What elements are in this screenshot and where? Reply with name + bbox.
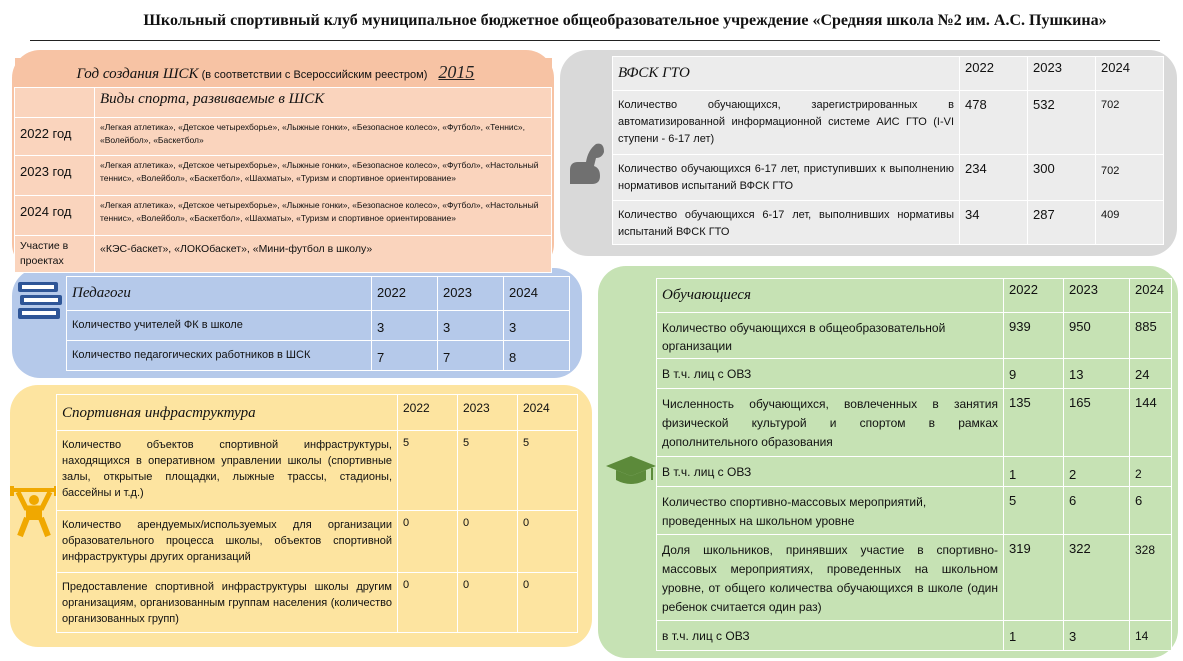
year-label: 2023 год [15,156,95,196]
cell-value: 165 [1064,389,1130,457]
table-row [15,118,552,156]
row-label: Доля школьников, принявших участие в спортивно-массовых мероприятиях, проведенных на школьном уровне, от общего количества обучающихся в школе (один ребенок считается один раз) [657,535,1004,621]
cell-value: 300 [1028,155,1096,201]
year-header: 2024 [1096,57,1164,91]
cell-value: 5 [1004,487,1064,535]
cell-value: 0 [458,511,518,573]
table-row [15,236,552,273]
cell-value: 234 [960,155,1028,201]
founded-label: Год создания ШСК [76,66,199,82]
weightlifter-icon [10,486,58,538]
table-row [57,573,578,633]
cell-value: 6 [1130,487,1172,535]
table-row [67,311,570,341]
cell-value: 5 [398,431,458,511]
cell-value: 2 [1130,457,1172,487]
cell-value: 950 [1064,313,1130,359]
gto-table [612,56,1164,245]
table-row [67,341,570,371]
projects-label: Участие в проектах [15,236,95,273]
table-row [613,201,1164,245]
year-label: 2022 год [15,118,95,156]
year-header: 2023 [1064,279,1130,313]
teachers-table [66,276,570,371]
page-title: Школьный спортивный клуб муниципальное бюджетное общеобразовательное учреждение «Средняя школа №2 им. А.С. Пушкина» [143,12,1107,29]
year-header: 2022 [372,277,438,311]
row-label: Количество учителей ФК в школе [67,311,372,341]
year-header: 2022 [960,57,1028,91]
cell-value: 2 [1064,457,1130,487]
year-header: 2022 [398,395,458,431]
year-header: 2023 [458,395,518,431]
row-label: В т.ч. лиц с ОВЗ [657,359,1004,389]
cell-value: 0 [518,511,578,573]
year-header: 2022 [1004,279,1064,313]
cell-value: 13 [1064,359,1130,389]
table-row [613,91,1164,155]
table-row [657,535,1172,621]
table-row [657,359,1172,389]
table-row [613,155,1164,201]
students-table [656,278,1172,651]
cell-value: 5 [458,431,518,511]
cell-value: 287 [1028,201,1096,245]
table-row [657,487,1172,535]
sports-list: «Легкая атлетика», «Детское четырехборье», «Лыжные гонки», «Безопасное колесо», «Футбол», «Настольный теннис», «Волейбол», «Баскетбол», «Шахматы», «Туризм и спортивное ориентирование» [95,156,552,196]
founded-year: 2015 [438,62,475,82]
row-label: Количество объектов спортивной инфраструктуры, находящихся в оперативном управлении школы (спортивные залы, открытые площадки, лыжные трассы, стадионы, бассейны и т.д.) [57,431,398,511]
table-row [657,389,1172,457]
row-label: В т.ч. лиц с ОВЗ [657,457,1004,487]
year-header: 2023 [438,277,504,311]
row-label: в т.ч. лиц с ОВЗ [657,621,1004,651]
cell-value: 0 [458,573,518,633]
cell-value: 9 [1004,359,1064,389]
row-label: Предоставление спортивной инфраструктуры школы другим организациям, организованным группам населения (количество организованных групп) [57,573,398,633]
books-icon [16,280,64,322]
gto-title: ВФСК ГТО [618,65,690,81]
table-row [657,621,1172,651]
cell-value: 6 [1064,487,1130,535]
cell-value: 885 [1130,313,1172,359]
cell-value: 5 [518,431,578,511]
cell-value: 14 [1130,621,1172,651]
year-header: 2024 [518,395,578,431]
infra-table [56,394,578,633]
cell-value: 532 [1028,91,1096,155]
row-label: Количество спортивно-массовых мероприятий, проведенных на школьном уровне [657,487,1004,535]
cell-value: 144 [1130,389,1172,457]
infra-title: Спортивная инфраструктура [62,405,256,421]
table-row [657,457,1172,487]
cell-value: 3 [438,311,504,341]
row-label: Количество обучающихся 6-17 лет, выполнивших нормативы испытаний ВФСК ГТО [613,201,960,245]
cell-value: 8 [504,341,570,371]
sports-header: Виды спорта, развиваемые в ШСК [100,91,325,107]
cell-value: 7 [438,341,504,371]
cell-value: 939 [1004,313,1064,359]
cell-value: 0 [398,573,458,633]
cell-value: 0 [518,573,578,633]
cell-value: 702 [1096,155,1164,201]
cell-value: 322 [1064,535,1130,621]
founded-note: (в соответствии с Всероссийским реестром) [201,69,428,81]
row-label: Количество педагогических работников в ШСК [67,341,372,371]
title-divider [30,40,1160,41]
year-header: 2024 [504,277,570,311]
sports-list: «Легкая атлетика», «Детское четырехборье», «Лыжные гонки», «Безопасное колесо», «Футбол», «Настольный теннис», «Волейбол», «Баскетбол», «Шахматы», «Туризм и спортивное ориентирование» [95,196,552,236]
cell-value: 0 [398,511,458,573]
projects-list: «КЭС-баскет», «ЛОКОбаскет», «Мини-футбол в школу» [95,236,552,273]
row-label: Количество арендуемых/используемых для организации образовательного процесса школы, объектов спортивной инфраструктуры других организаций [57,511,398,573]
flexed-arm-icon [566,140,608,186]
row-label: Количество обучающихся, зарегистрированных в автоматизированной информационной системе АИС ГТО (I-VI ступени - 6-17 лет) [613,91,960,155]
students-title: Обучающиеся [662,287,751,303]
cell-value: 702 [1096,91,1164,155]
cell-value: 24 [1130,359,1172,389]
year-header: 2024 [1130,279,1172,313]
club-table [14,58,552,273]
cell-value: 328 [1130,535,1172,621]
graduation-cap-icon [604,454,658,488]
cell-value: 3 [1064,621,1130,651]
cell-value: 1 [1004,457,1064,487]
cell-value: 7 [372,341,438,371]
table-row [57,511,578,573]
row-label: Количество обучающихся в общеобразовательной организации [657,313,1004,359]
year-label: 2024 год [15,196,95,236]
row-label: Количество обучающихся 6-17 лет, приступивших к выполнению нормативов испытаний ВФСК ГТО [613,155,960,201]
year-header: 2023 [1028,57,1096,91]
table-row [15,156,552,196]
sports-list: «Легкая атлетика», «Детское четырехборье», «Лыжные гонки», «Безопасное колесо», «Футбол», «Теннис», «Волейбол», «Баскетбол» [95,118,552,156]
cell-value: 319 [1004,535,1064,621]
cell-value: 3 [372,311,438,341]
cell-value: 3 [504,311,570,341]
row-label: Численность обучающихся, вовлеченных в занятия физической культурой и спортом в рамках дополнительного образования [657,389,1004,457]
cell-value: 135 [1004,389,1064,457]
table-row [657,313,1172,359]
table-row [57,431,578,511]
cell-value: 34 [960,201,1028,245]
cell-value: 409 [1096,201,1164,245]
teachers-title: Педагоги [72,285,131,301]
cell-value: 1 [1004,621,1064,651]
cell-value: 478 [960,91,1028,155]
table-row [15,196,552,236]
